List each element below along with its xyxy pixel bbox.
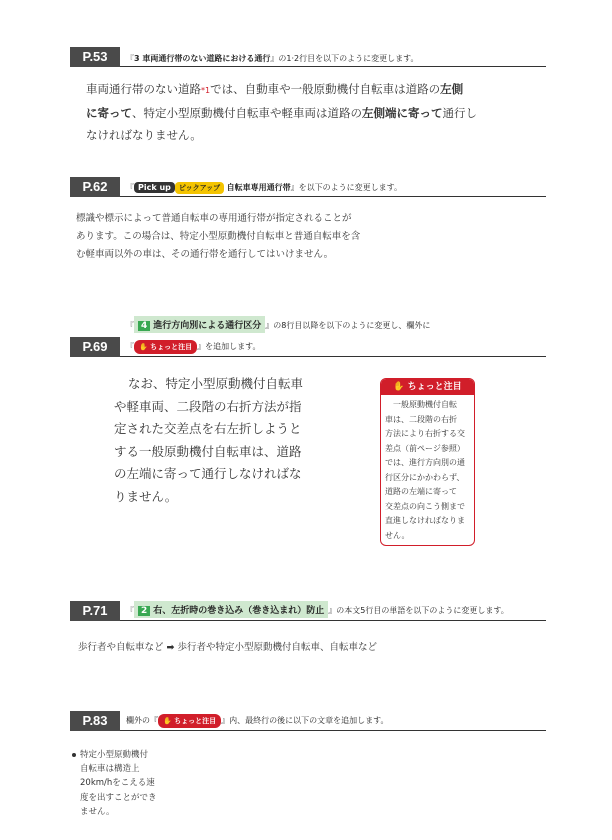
note-body: 一般原動機付自転 車は、二段階の右折 方法により右折する交 差点（前ページ参照） では、進行方向別の通 行区分にかかわらず、 道路の左端に寄って 交差点の向こう側まで 直進しなければなりま せん。 (385, 400, 465, 540)
notice-badge: ✋ ちょっと注目 (134, 340, 197, 354)
heading-box (134, 601, 328, 618)
section-header (70, 708, 546, 731)
p69-body: なお、特定小型原動機付自転車 や軽車両、二段階の右折方法が指 定された交差点を右左折しようと する一般原動機付自転車は、道路 の左端に寄って通行しなければな りません。 (114, 376, 304, 504)
instruction-title: 3 車両通行帯のない道路における通行 (134, 54, 271, 63)
instruction: 『 ✋ ちょっと注目 』を追加します。 (126, 340, 261, 354)
instruction: 『 2 右、左折時の巻き込み（巻き込まれ）防止 』の本文5行目の単語を以下のように変更します。 (126, 601, 509, 618)
section-p69 (70, 334, 546, 357)
instruction-title: 自転車専用通行帯 (226, 183, 291, 192)
section-p53 (70, 44, 546, 67)
heading-box (134, 316, 265, 333)
p62-body: 標識や標示によって普通自転車の専用通行帯が指定されることが あります。この場合は、特定小型原動機付自転車と普通自転車を含 む軽車両以外の車は、その通行帯を通行してはいけません。 (76, 213, 361, 260)
p69-instruction-line1: 『 4 進行方向別による通行区分 』の8行目以降を以下のように変更し、欄外に (126, 316, 430, 333)
arrow-right-icon: ➡ (166, 642, 175, 653)
instruction: 『 Pick up ピックアップ 自転車専用通行帯』を以下のように変更します。 (126, 183, 403, 192)
heading-number: 2 (138, 606, 150, 616)
hand-icon: ✋ (163, 717, 175, 725)
page-number: P.69 (70, 337, 120, 357)
page-number: P.83 (70, 711, 120, 731)
section-p71 (70, 598, 546, 621)
section-header (70, 174, 546, 197)
bullet-icon (72, 753, 76, 757)
instruction-title: 進行方向別による通行区分 (153, 321, 262, 331)
hand-icon: ✋ (139, 343, 151, 351)
section-header (70, 44, 546, 67)
page-number: P.53 (70, 47, 120, 67)
instruction: 欄外の『 ✋ ちょっと注目 』内、最終行の後に以下の文章を追加します。 (126, 714, 389, 728)
pickup-badge: Pick up (134, 182, 175, 193)
section-header (70, 598, 546, 621)
notice-badge: ✋ ちょっと注目 (158, 714, 221, 728)
instruction-title: 右、左折時の巻き込み（巻き込まれ）防止 (153, 606, 325, 616)
before-text: 歩行者や自転車など (78, 642, 164, 653)
heading-number: 4 (138, 321, 150, 331)
attention-note (380, 378, 475, 546)
p71-body (78, 640, 548, 656)
section-header (70, 334, 546, 357)
page-number: P.62 (70, 177, 120, 197)
pickup-kana-badge: ピックアップ (175, 182, 224, 194)
instruction: 『3 車両通行帯のない道路における通行』の1·2行目を以下のように変更します。 (126, 54, 419, 63)
hand-icon: ✋ (393, 382, 408, 392)
p83-bullet: 特定小型原動機付 自転車は構造上 20km/hをこえる速 度を出すことができ ません。 (80, 750, 157, 817)
section-p83 (70, 708, 546, 731)
section-p62 (70, 174, 546, 197)
p53-body: 車両通行帯のない道路*1では、自動車や一般原動機付自転車は道路の左側 に寄って、特定小型原動機付自転車や軽車両は道路の左側端に寄って通行し なければなりません。 (86, 82, 477, 142)
after-text: 歩行者や特定小型原動機付自転車、自転車など (177, 642, 378, 653)
note-header: ✋ ちょっと注目 (381, 379, 474, 395)
page-number: P.71 (70, 601, 120, 621)
